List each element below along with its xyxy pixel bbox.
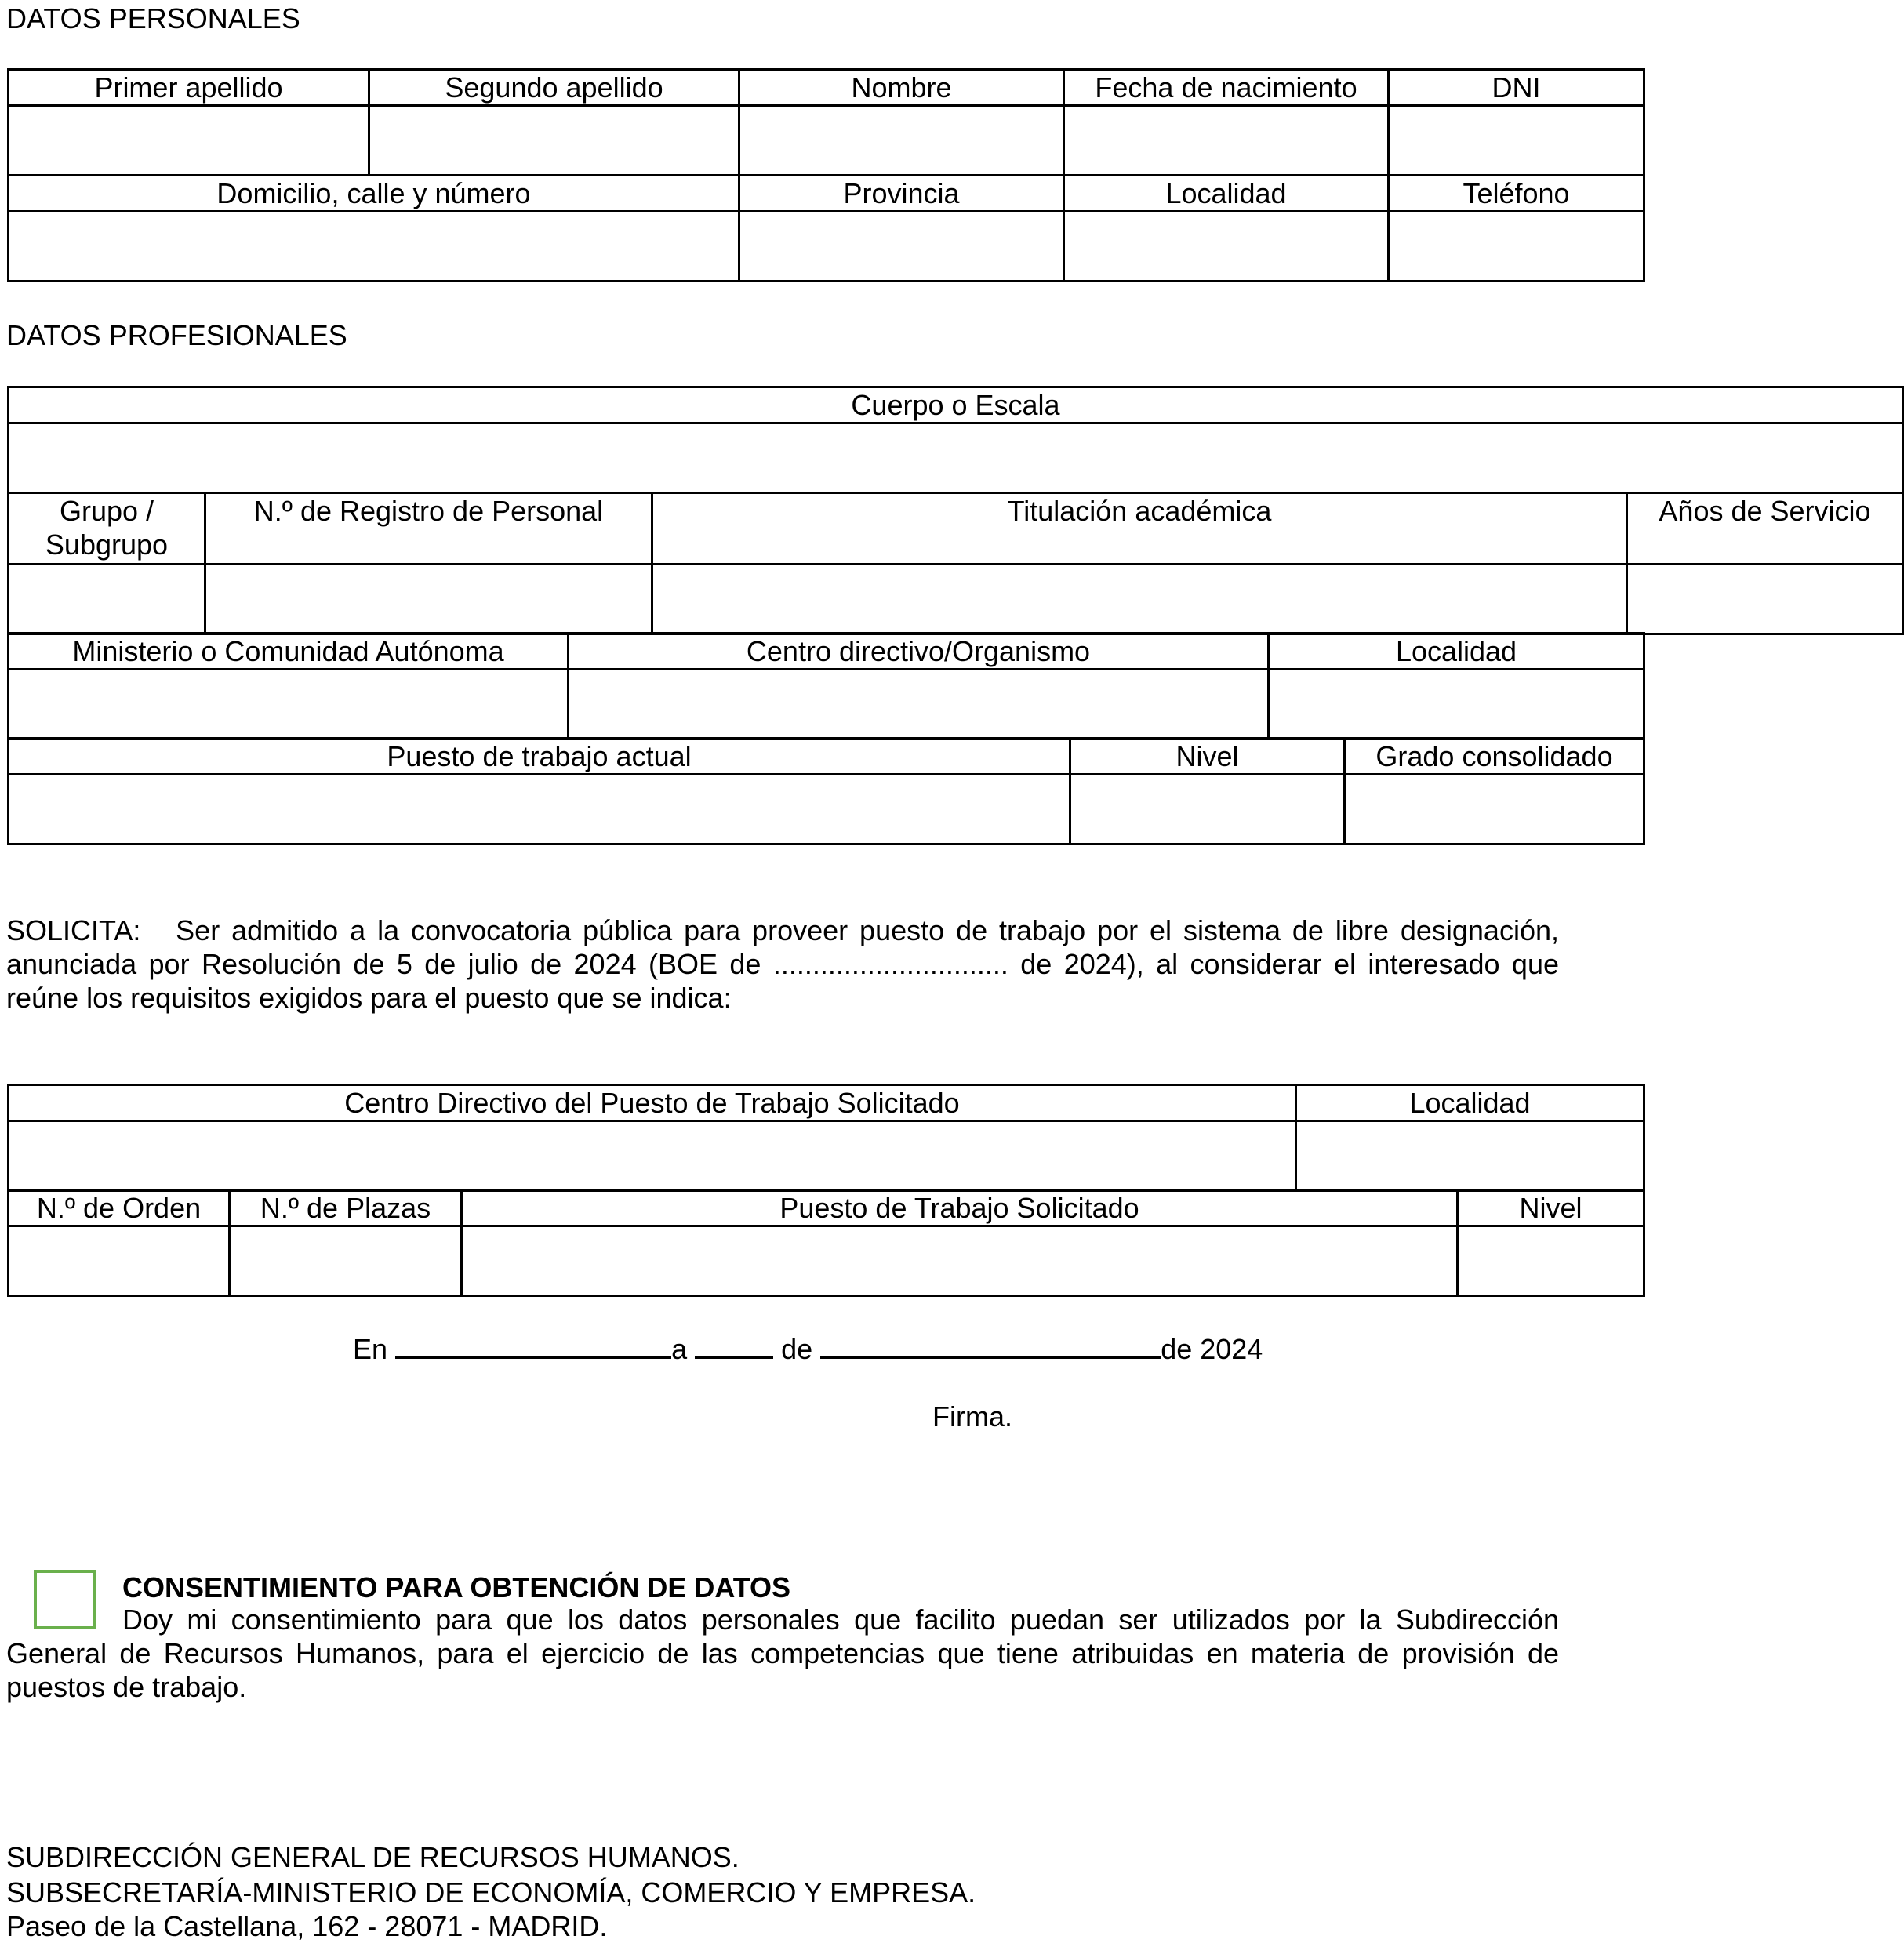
header-provincia: Provincia [739, 176, 1064, 212]
header-segundo-apellido: Segundo apellido [369, 70, 739, 106]
day-blank[interactable] [695, 1331, 773, 1359]
consent-title: CONSENTIMIENTO PARA OBTENCIÓN DE DATOS [122, 1571, 791, 1603]
footer-line-3: Paseo de la Castellana, 162 - 28071 - MADRID. [6, 1910, 608, 1942]
consent-text: Doy mi consentimiento para que los datos personales que facilito puedan ser utilizados por la Subdirección General de Recursos Humanos, para el ejercicio de las competencias que tiene atribuidas en materia de provisión de puestos de trabajo. [6, 1603, 1559, 1703]
dni-field[interactable] [1389, 106, 1644, 176]
requested-position-table [7, 1189, 1645, 1297]
firma-label: Firma. [932, 1400, 1012, 1433]
localidad-profesional-field[interactable] [1269, 670, 1644, 739]
header-puesto-actual: Puesto de trabajo actual [9, 739, 1070, 775]
nivel-actual-field[interactable] [1070, 775, 1345, 844]
numero-orden-field[interactable] [9, 1226, 230, 1296]
localidad-solicitada-field[interactable] [1296, 1121, 1644, 1191]
header-numero-plazas: N.º de Plazas [230, 1190, 462, 1226]
centro-solicitado-field[interactable] [9, 1121, 1296, 1191]
header-nombre: Nombre [739, 70, 1064, 106]
de-label: de [781, 1333, 813, 1365]
header-fecha-nacimiento: Fecha de nacimiento [1064, 70, 1389, 106]
current-job-table [7, 737, 1645, 845]
cuerpo-escala-field[interactable] [9, 423, 1903, 493]
nombre-field[interactable] [739, 106, 1064, 176]
place-date-line [353, 1331, 1263, 1366]
en-label: En [353, 1333, 388, 1365]
header-primer-apellido: Primer apellido [9, 70, 369, 106]
header-nivel-actual: Nivel [1070, 739, 1345, 775]
personal-data-title: DATOS PERSONALES [6, 2, 300, 35]
localidad-field[interactable] [1064, 212, 1389, 281]
fecha-nacimiento-field[interactable] [1064, 106, 1389, 176]
header-localidad: Localidad [1064, 176, 1389, 212]
header-localidad-profesional: Localidad [1269, 634, 1644, 670]
header-telefono: Teléfono [1389, 176, 1644, 212]
grado-consolidado-field[interactable] [1345, 775, 1644, 844]
domicilio-field[interactable] [9, 212, 739, 281]
header-centro-directivo: Centro directivo/Organismo [569, 634, 1269, 670]
header-registro-personal: N.º de Registro de Personal [205, 493, 652, 565]
personal-data-table [7, 68, 1645, 282]
solicita-label: SOLICITA: [6, 914, 141, 946]
anios-servicio-field[interactable] [1627, 565, 1903, 634]
header-nivel-solicitado: Nivel [1458, 1190, 1644, 1226]
header-grupo-subgrupo: Grupo / Subgrupo [9, 493, 205, 565]
header-dni: DNI [1389, 70, 1644, 106]
solicita-text: Ser admitido a la convocatoria pública para proveer puesto de trabajo por el sistema de libre designación, anunciada por Resolución de 5 de julio de 2024 (BOE de .............................. de 2024), al considerar el interesado que reúne los requisitos exigidos para el puesto que se indica: [6, 914, 1559, 1014]
a-label: a [671, 1333, 688, 1365]
puesto-solicitado-field[interactable] [462, 1226, 1458, 1296]
footer-line-1: SUBDIRECCIÓN GENERAL DE RECURSOS HUMANOS. [6, 1841, 739, 1873]
header-cuerpo-escala: Cuerpo o Escala [9, 387, 1903, 423]
header-numero-orden: N.º de Orden [9, 1190, 230, 1226]
header-grado-consolidado: Grado consolidado [1345, 739, 1644, 775]
segundo-apellido-field[interactable] [369, 106, 739, 176]
nivel-solicitado-field[interactable] [1458, 1226, 1644, 1296]
footer-line-2: SUBSECRETARÍA-MINISTERIO DE ECONOMÍA, COMERCIO Y EMPRESA. [6, 1876, 976, 1908]
telefono-field[interactable] [1389, 212, 1644, 281]
numero-plazas-field[interactable] [230, 1226, 462, 1296]
header-puesto-solicitado: Puesto de Trabajo Solicitado [462, 1190, 1458, 1226]
grupo-subgrupo-field[interactable] [9, 565, 205, 634]
month-blank[interactable] [820, 1331, 1161, 1359]
header-titulacion: Titulación académica [652, 493, 1627, 565]
professional-data-table [7, 386, 1904, 635]
registro-personal-field[interactable] [205, 565, 652, 634]
header-domicilio: Domicilio, calle y número [9, 176, 739, 212]
header-ministerio: Ministerio o Comunidad Autónoma [9, 634, 569, 670]
place-blank[interactable] [395, 1331, 671, 1359]
centro-directivo-field[interactable] [569, 670, 1269, 739]
header-localidad-solicitada: Localidad [1296, 1085, 1644, 1121]
ministerio-field[interactable] [9, 670, 569, 739]
header-centro-solicitado: Centro Directivo del Puesto de Trabajo Solicitado [9, 1085, 1296, 1121]
provincia-field[interactable] [739, 212, 1064, 281]
solicita-paragraph [6, 913, 1559, 1015]
titulacion-field[interactable] [652, 565, 1627, 634]
puesto-actual-field[interactable] [9, 775, 1070, 844]
primer-apellido-field[interactable] [9, 106, 369, 176]
requested-center-table [7, 1084, 1645, 1192]
professional-location-table [7, 632, 1645, 740]
year-label: de 2024 [1161, 1333, 1263, 1365]
header-anios-servicio: Años de Servicio [1627, 493, 1903, 565]
professional-data-title: DATOS PROFESIONALES [6, 319, 347, 351]
